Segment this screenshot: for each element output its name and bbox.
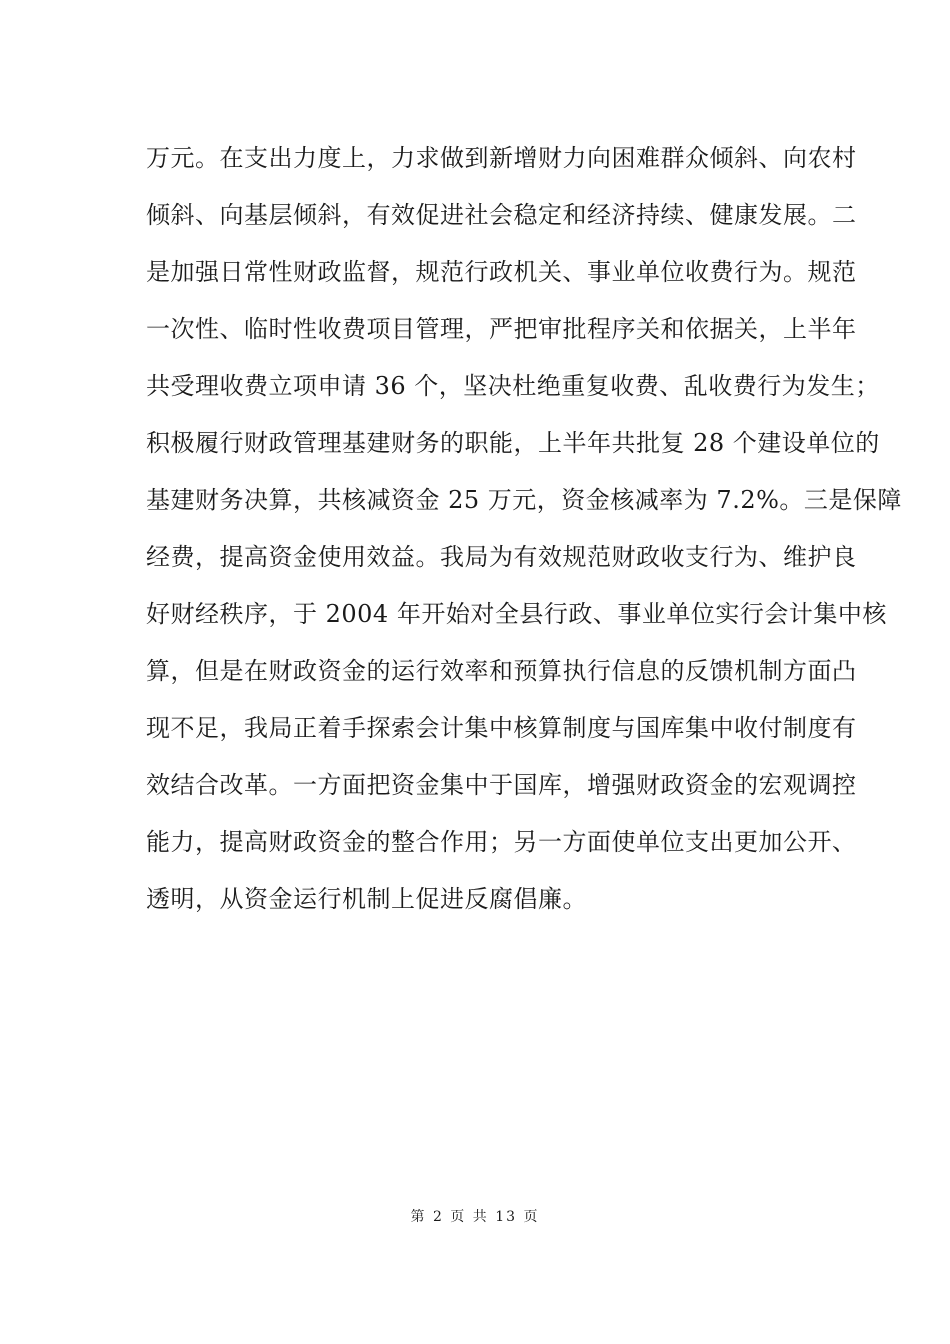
page-number-footer: 第 2 页 共 13 页 (410, 1209, 540, 1225)
body-text (146, 130, 902, 928)
text-line: 经费，提高资金使用效益。我局为有效规范财政收支行为、维护良 (146, 543, 857, 571)
text-line: 效结合改革。一方面把资金集中于国库，增强财政资金的宏观调控 (146, 771, 857, 799)
text-line: 共受理收费立项申请 36 个，坚决杜绝重复收费、乱收费行为发生； (146, 372, 880, 400)
text-line: 能力，提高财政资金的整合作用；另一方面使单位支出更加公开、 (146, 828, 857, 856)
text-line: 算，但是在财政资金的运行效率和预算执行信息的反馈机制方面凸 (146, 657, 857, 685)
text-line: 万元。在支出力度上，力求做到新增财力向困难群众倾斜、向农村 (146, 144, 857, 172)
text-line: 是加强日常性财政监督，规范行政机关、事业单位收费行为。规范 (146, 258, 857, 286)
text-line: 透明，从资金运行机制上促进反腐倡廉。 (146, 885, 587, 913)
text-line: 现不足，我局正着手探索会计集中核算制度与国库集中收付制度有 (146, 714, 857, 742)
text-line: 一次性、临时性收费项目管理，严把审批程序关和依据关，上半年 (146, 315, 857, 343)
text-line: 积极履行财政管理基建财务的职能，上半年共批复 28 个建设单位的 (146, 429, 880, 457)
text-line: 基建财务决算，共核减资金 25 万元，资金核减率为 7.2%。三是保障 (146, 486, 902, 514)
text-line: 倾斜、向基层倾斜，有效促进社会稳定和经济持续、健康发展。二 (146, 201, 857, 229)
text-line: 好财经秩序，于 2004 年开始对全县行政、事业单位实行会计集中核 (146, 600, 887, 628)
